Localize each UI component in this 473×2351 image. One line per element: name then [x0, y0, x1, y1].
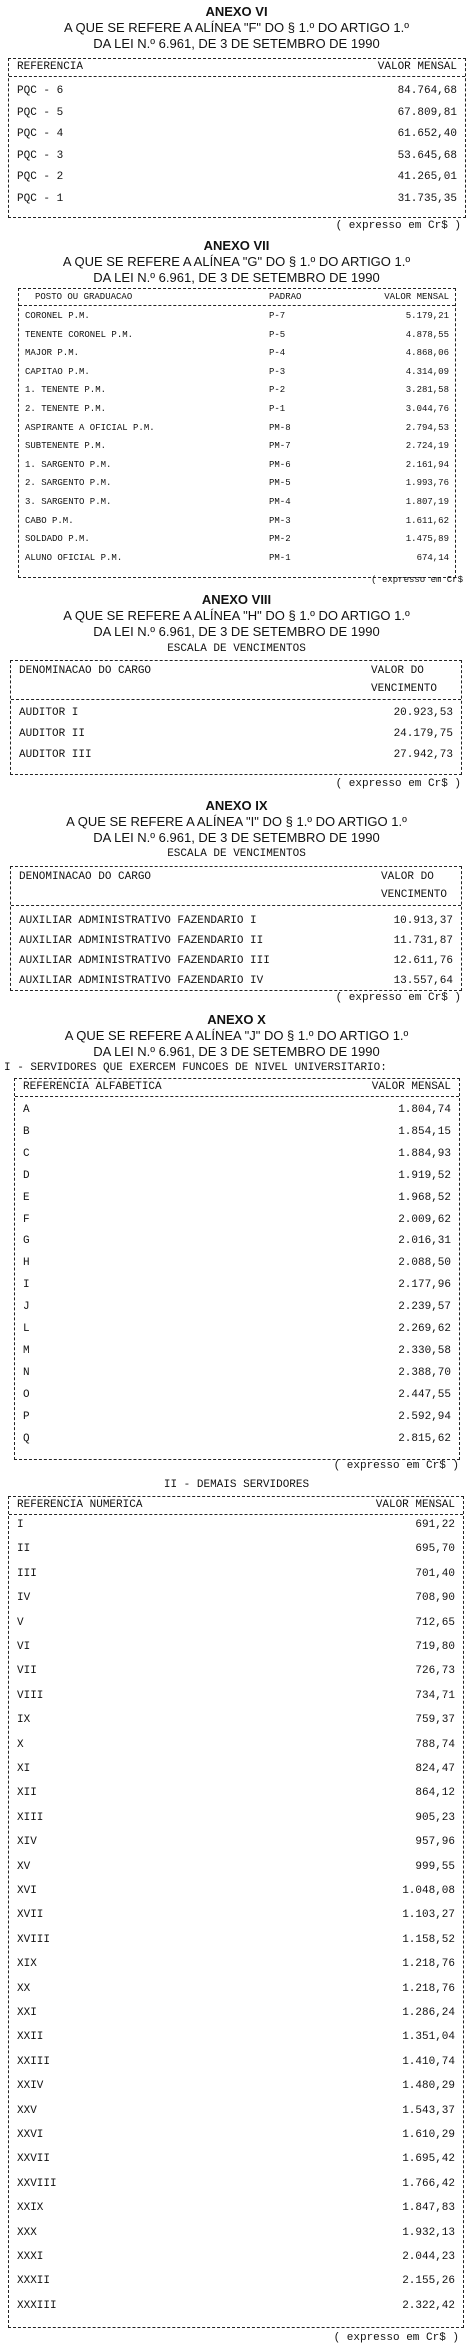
valor-cell: 2.724,19: [405, 441, 449, 452]
valor-cell: 1.103,27: [402, 1909, 455, 1922]
referencia-cell: III: [17, 1567, 37, 1580]
referencia-cell: P: [23, 1410, 30, 1423]
valor-cell: 1.218,76: [402, 1982, 455, 1995]
valor-cell: 2.155,26: [402, 2275, 455, 2288]
padrao-cell: PM-4: [269, 497, 291, 507]
col-header-referencia: REFERENCIA: [17, 61, 84, 73]
posto-cell: TENENTE CORONEL P.M.: [25, 329, 134, 340]
referencia-cell: XII: [17, 1787, 37, 1800]
anexo-ix-line2: DA LEI N.º 6.961, DE 3 DE SETEMBRO DE 1990: [93, 830, 380, 845]
valor-cell: 4.314,09: [405, 366, 449, 377]
valor-cell: 1.611,62: [405, 515, 449, 526]
valor-cell: 2.388,70: [398, 1366, 451, 1379]
anexo-viii-note: ( expresso em Cr$ ): [335, 778, 461, 790]
col-header-valor-b: VENCIMENTO: [371, 683, 438, 695]
anexo-vii-line2: DA LEI N.º 6.961, DE 3 DE SETEMBRO DE 1990: [93, 270, 380, 285]
referencia-cell: XXXI: [17, 2251, 44, 2263]
anexo-vi-table: [8, 58, 466, 218]
referencia-cell: VI: [17, 1641, 31, 1653]
valor-cell: 1.968,52: [398, 1191, 451, 1204]
valor-cell: 759,37: [415, 1714, 455, 1727]
anexo-vi-title: ANEXO VI: [205, 4, 268, 19]
valor-cell: 1.543,37: [402, 2104, 455, 2117]
anexo-x-part2-table: [8, 1496, 464, 2328]
cargo-cell: AUDITOR III: [19, 749, 92, 761]
valor-cell: 3.044,76: [405, 404, 449, 414]
referencia-cell: I: [17, 1519, 24, 1531]
padrao-cell: PM-5: [269, 478, 291, 489]
valor-cell: 691,22: [415, 1519, 455, 1531]
posto-cell: 2. TENENTE P.M.: [25, 404, 107, 414]
anexo-x-part1-subtitle: I - SERVIDORES QUE EXERCEM FUNCOES DE NIVEL UNIVERSITARIO:: [4, 1062, 387, 1074]
valor-cell: 719,80: [415, 1641, 455, 1653]
valor-cell: 2.044,23: [402, 2251, 455, 2263]
posto-cell: MAJOR P.M.: [25, 348, 80, 359]
padrao-cell: P-4: [269, 348, 286, 359]
anexo-x-line2: DA LEI N.º 6.961, DE 3 DE SETEMBRO DE 1990: [93, 1044, 380, 1059]
anexo-ix-line1: A QUE SE REFERE A ALÍNEA "I" DO § 1.º DO ARTIGO 1.º: [66, 814, 407, 829]
referencia-cell: XXI: [17, 2007, 37, 2019]
anexo-x-title: ANEXO X: [207, 1012, 266, 1027]
referencia-cell: PQC - 3: [17, 149, 64, 162]
valor-cell: 3.281,58: [405, 385, 449, 396]
valor-cell: 2.009,62: [398, 1213, 451, 1226]
valor-cell: 5.179,21: [405, 311, 449, 321]
referencia-cell: PQC - 2: [17, 171, 64, 183]
referencia-cell: E: [23, 1191, 30, 1204]
valor-cell: 1.804,74: [398, 1104, 451, 1116]
cargo-cell: AUXILIAR ADMINISTRATIVO FAZENDARIO I: [19, 915, 257, 927]
padrao-cell: P-1: [269, 404, 286, 414]
valor-cell: 61.652,40: [397, 128, 457, 140]
padrao-cell: PM-8: [269, 422, 291, 433]
referencia-cell: V: [17, 1616, 24, 1629]
valor-cell: 1.286,24: [402, 2007, 455, 2019]
valor-cell: 2.815,62: [398, 1432, 451, 1445]
referencia-cell: VIII: [17, 1689, 44, 1702]
cargo-cell: AUXILIAR ADMINISTRATIVO FAZENDARIO II: [19, 935, 264, 947]
valor-cell: 1.480,29: [402, 2080, 455, 2093]
valor-cell: 1.695,42: [402, 2153, 455, 2166]
anexo-vi-note: ( expresso em Cr$ ): [335, 220, 461, 232]
col-header-posto: POSTO OU GRADUACAO: [35, 292, 133, 302]
col-header-valor-a: VALOR DO: [381, 871, 434, 883]
col-header-valor-b: VENCIMENTO: [381, 889, 448, 901]
referencia-cell: XXVII: [17, 2153, 51, 2166]
valor-cell: 84.764,68: [397, 85, 457, 97]
anexo-x-part1-note: ( expresso em Cr$ ): [333, 1460, 459, 1472]
referencia-cell: IV: [17, 1592, 31, 1605]
anexo-ix-note: ( expresso em Cr$ ): [335, 992, 461, 1004]
anexo-vii-table: [18, 288, 456, 578]
referencia-cell: PQC - 5: [17, 106, 64, 119]
posto-cell: 1. TENENTE P.M.: [25, 385, 107, 396]
referencia-cell: XXII: [17, 2031, 44, 2044]
valor-cell: 1.048,08: [402, 1885, 455, 1897]
referencia-cell: O: [23, 1388, 30, 1401]
valor-cell: 695,70: [415, 1543, 455, 1556]
anexo-x-part1-table: [14, 1078, 460, 1460]
anexo-x-part2-subtitle: II - DEMAIS SERVIDORES: [163, 1479, 310, 1491]
referencia-cell: XXIX: [17, 2202, 44, 2215]
referencia-cell: XVI: [17, 1885, 37, 1897]
valor-cell: 24.179,75: [393, 728, 453, 740]
valor-cell: 726,73: [415, 1665, 455, 1678]
valor-cell: 1.919,52: [398, 1169, 451, 1182]
col-header-valor: VALOR MENSAL: [384, 292, 449, 302]
anexo-viii-header: [0, 592, 473, 640]
posto-cell: CAPITAO P.M.: [25, 366, 90, 377]
valor-cell: 957,96: [415, 1836, 455, 1849]
valor-cell: 674,14: [416, 552, 449, 563]
referencia-cell: PQC - 6: [17, 85, 64, 97]
valor-cell: 67.809,81: [397, 106, 457, 119]
anexo-viii-title: ANEXO VIII: [201, 592, 272, 607]
col-header-valor: VALOR MENSAL: [377, 61, 457, 73]
posto-cell: ALUNO OFICIAL P.M.: [25, 552, 123, 563]
referencia-cell: XVIII: [17, 1933, 51, 1946]
anexo-vii-note: ( expresso em Cr$: [371, 575, 463, 585]
referencia-cell: N: [23, 1366, 30, 1379]
valor-cell: 2.330,58: [398, 1344, 451, 1357]
col-header-cargo: DENOMINACAO DO CARGO: [19, 871, 152, 883]
col-header-valor: VALOR MENSAL: [375, 1499, 455, 1511]
valor-cell: 4.878,55: [405, 329, 449, 340]
anexo-vii-title: ANEXO VII: [203, 238, 270, 253]
referencia-cell: A: [23, 1104, 30, 1116]
padrao-cell: P-7: [269, 311, 286, 321]
referencia-cell: XXXIII: [17, 2299, 57, 2312]
anexo-viii-line2: DA LEI N.º 6.961, DE 3 DE SETEMBRO DE 1990: [93, 624, 380, 639]
cargo-cell: AUDITOR I: [19, 707, 79, 719]
anexo-viii-line1: A QUE SE REFERE A ALÍNEA "H" DO § 1.º DO ARTIGO 1.º: [63, 608, 410, 623]
anexo-x-part2-note: ( expresso em Cr$ ): [333, 2332, 459, 2344]
valor-cell: 1.884,93: [398, 1147, 451, 1160]
valor-cell: 1.351,04: [402, 2031, 455, 2044]
referencia-cell: G: [23, 1235, 30, 1248]
valor-cell: 1.847,83: [402, 2202, 455, 2215]
valor-cell: 2.322,42: [402, 2299, 455, 2312]
valor-cell: 1.993,76: [405, 478, 449, 489]
valor-cell: 701,40: [415, 1567, 455, 1580]
anexo-vi-line2: DA LEI N.º 6.961, DE 3 DE SETEMBRO DE 1990: [93, 36, 380, 51]
referencia-cell: H: [23, 1257, 30, 1270]
referencia-cell: PQC - 4: [17, 128, 64, 140]
valor-cell: 31.735,35: [397, 192, 457, 205]
posto-cell: 1. SARGENTO P.M.: [25, 459, 112, 470]
anexo-ix-subtitle: ESCALA DE VENCIMENTOS: [167, 848, 306, 860]
valor-cell: 824,47: [415, 1763, 455, 1775]
padrao-cell: PM-2: [269, 534, 291, 545]
padrao-cell: PM-3: [269, 515, 291, 526]
referencia-cell: J: [23, 1301, 30, 1314]
col-header-padrao: PADRAO: [269, 292, 302, 302]
referencia-cell: XIX: [17, 1958, 37, 1971]
referencia-cell: XXX: [17, 2226, 37, 2239]
referencia-cell: L: [23, 1323, 30, 1335]
valor-cell: 905,23: [415, 1811, 455, 1824]
valor-cell: 1.932,13: [402, 2226, 455, 2239]
valor-cell: 708,90: [415, 1592, 455, 1605]
referencia-cell: I: [23, 1279, 30, 1292]
padrao-cell: PM-1: [269, 552, 291, 563]
referencia-cell: XIII: [17, 1811, 44, 1824]
referencia-cell: D: [23, 1169, 30, 1182]
referencia-cell: B: [23, 1125, 30, 1138]
col-header-ref-alfabetica: REFERENCIA ALFABETICA: [23, 1081, 162, 1093]
anexo-ix-header: [0, 798, 473, 846]
anexo-vi-header: [0, 4, 473, 52]
anexo-vii-line1: A QUE SE REFERE A ALÍNEA "G" DO § 1.º DO ARTIGO 1.º: [62, 254, 411, 269]
referencia-cell: C: [23, 1147, 30, 1160]
valor-cell: 12.611,76: [393, 955, 453, 967]
valor-cell: 13.557,64: [393, 975, 453, 987]
padrao-cell: P-5: [269, 329, 286, 340]
referencia-cell: XXVI: [17, 2129, 44, 2141]
valor-cell: 2.447,55: [398, 1388, 451, 1401]
col-header-valor-a: VALOR DO: [371, 665, 424, 677]
anexo-ix-table: [10, 866, 462, 991]
posto-cell: 2. SARGENTO P.M.: [25, 478, 112, 489]
anexo-viii-subtitle: ESCALA DE VENCIMENTOS: [167, 643, 306, 655]
valor-cell: 1.610,29: [402, 2129, 455, 2141]
valor-cell: 10.913,37: [393, 915, 453, 927]
posto-cell: 3. SARGENTO P.M.: [25, 497, 112, 507]
valor-cell: 2.592,94: [398, 1410, 451, 1423]
valor-cell: 2.161,94: [405, 459, 449, 470]
referencia-cell: XX: [17, 1982, 31, 1995]
referencia-cell: XXIII: [17, 2055, 51, 2068]
valor-cell: 864,12: [415, 1787, 455, 1800]
valor-cell: 1.410,74: [402, 2055, 455, 2068]
referencia-cell: XVII: [17, 1909, 44, 1922]
referencia-cell: X: [17, 1738, 24, 1751]
valor-cell: 788,74: [415, 1738, 455, 1751]
posto-cell: SOLDADO P.M.: [25, 534, 90, 545]
valor-cell: 27.942,73: [393, 749, 453, 761]
valor-cell: 2.016,31: [398, 1235, 451, 1248]
valor-cell: 2.239,57: [398, 1301, 451, 1314]
anexo-vi-line1: A QUE SE REFERE A ALÍNEA "F" DO § 1.º DO ARTIGO 1.º: [63, 20, 410, 35]
anexo-x-header: [0, 1012, 473, 1060]
valor-cell: 53.645,68: [397, 149, 457, 162]
referencia-cell: II: [17, 1543, 31, 1556]
referencia-cell: F: [23, 1213, 30, 1226]
valor-cell: 734,71: [415, 1689, 455, 1702]
padrao-cell: PM-7: [269, 441, 291, 452]
col-header-cargo: DENOMINACAO DO CARGO: [19, 665, 152, 677]
posto-cell: SUBTENENTE P.M.: [25, 441, 107, 452]
anexo-x-line1: A QUE SE REFERE A ALÍNEA "J" DO § 1.º DO ARTIGO 1.º: [64, 1028, 409, 1043]
referencia-cell: XV: [17, 1860, 31, 1873]
valor-cell: 2.177,96: [398, 1279, 451, 1292]
valor-cell: 41.265,01: [397, 171, 457, 183]
cargo-cell: AUXILIAR ADMINISTRATIVO FAZENDARIO IV: [19, 975, 264, 987]
padrao-cell: PM-6: [269, 459, 291, 470]
posto-cell: ASPIRANTE A OFICIAL P.M.: [25, 422, 155, 433]
referencia-cell: PQC - 1: [17, 192, 64, 205]
referencia-cell: IX: [17, 1714, 31, 1727]
referencia-cell: XXIV: [17, 2080, 44, 2093]
valor-cell: 999,55: [415, 1860, 455, 1873]
cargo-cell: AUXILIAR ADMINISTRATIVO FAZENDARIO III: [19, 955, 270, 967]
anexo-viii-table: [10, 660, 462, 775]
col-header-valor: VALOR MENSAL: [371, 1081, 451, 1093]
referencia-cell: M: [23, 1344, 30, 1357]
referencia-cell: XXV: [17, 2104, 37, 2117]
valor-cell: 712,65: [415, 1616, 455, 1629]
valor-cell: 1.807,19: [405, 497, 449, 507]
referencia-cell: XI: [17, 1763, 31, 1775]
valor-cell: 2.088,50: [398, 1257, 451, 1270]
cargo-cell: AUDITOR II: [19, 728, 86, 740]
valor-cell: 1.218,76: [402, 1958, 455, 1971]
valor-cell: 1.854,15: [398, 1125, 451, 1138]
valor-cell: 2.794,53: [405, 422, 449, 433]
posto-cell: CABO P.M.: [25, 515, 74, 526]
anexo-ix-title: ANEXO IX: [205, 798, 268, 813]
valor-cell: 20.923,53: [393, 707, 453, 719]
referencia-cell: XXXII: [17, 2275, 51, 2288]
valor-cell: 1.766,42: [402, 2177, 455, 2190]
anexo-vii-header: [0, 238, 473, 286]
referencia-cell: Q: [23, 1432, 30, 1445]
valor-cell: 11.731,87: [393, 935, 453, 947]
valor-cell: 2.269,62: [398, 1323, 451, 1335]
referencia-cell: XIV: [17, 1836, 37, 1849]
posto-cell: CORONEL P.M.: [25, 311, 90, 321]
referencia-cell: XXVIII: [17, 2177, 57, 2190]
padrao-cell: P-3: [269, 366, 286, 377]
valor-cell: 4.868,06: [405, 348, 449, 359]
padrao-cell: P-2: [269, 385, 286, 396]
valor-cell: 1.475,89: [405, 534, 449, 545]
valor-cell: 1.158,52: [402, 1933, 455, 1946]
col-header-ref-numerica: REFERENCIA NUMERICA: [17, 1499, 143, 1511]
referencia-cell: VII: [17, 1665, 37, 1678]
